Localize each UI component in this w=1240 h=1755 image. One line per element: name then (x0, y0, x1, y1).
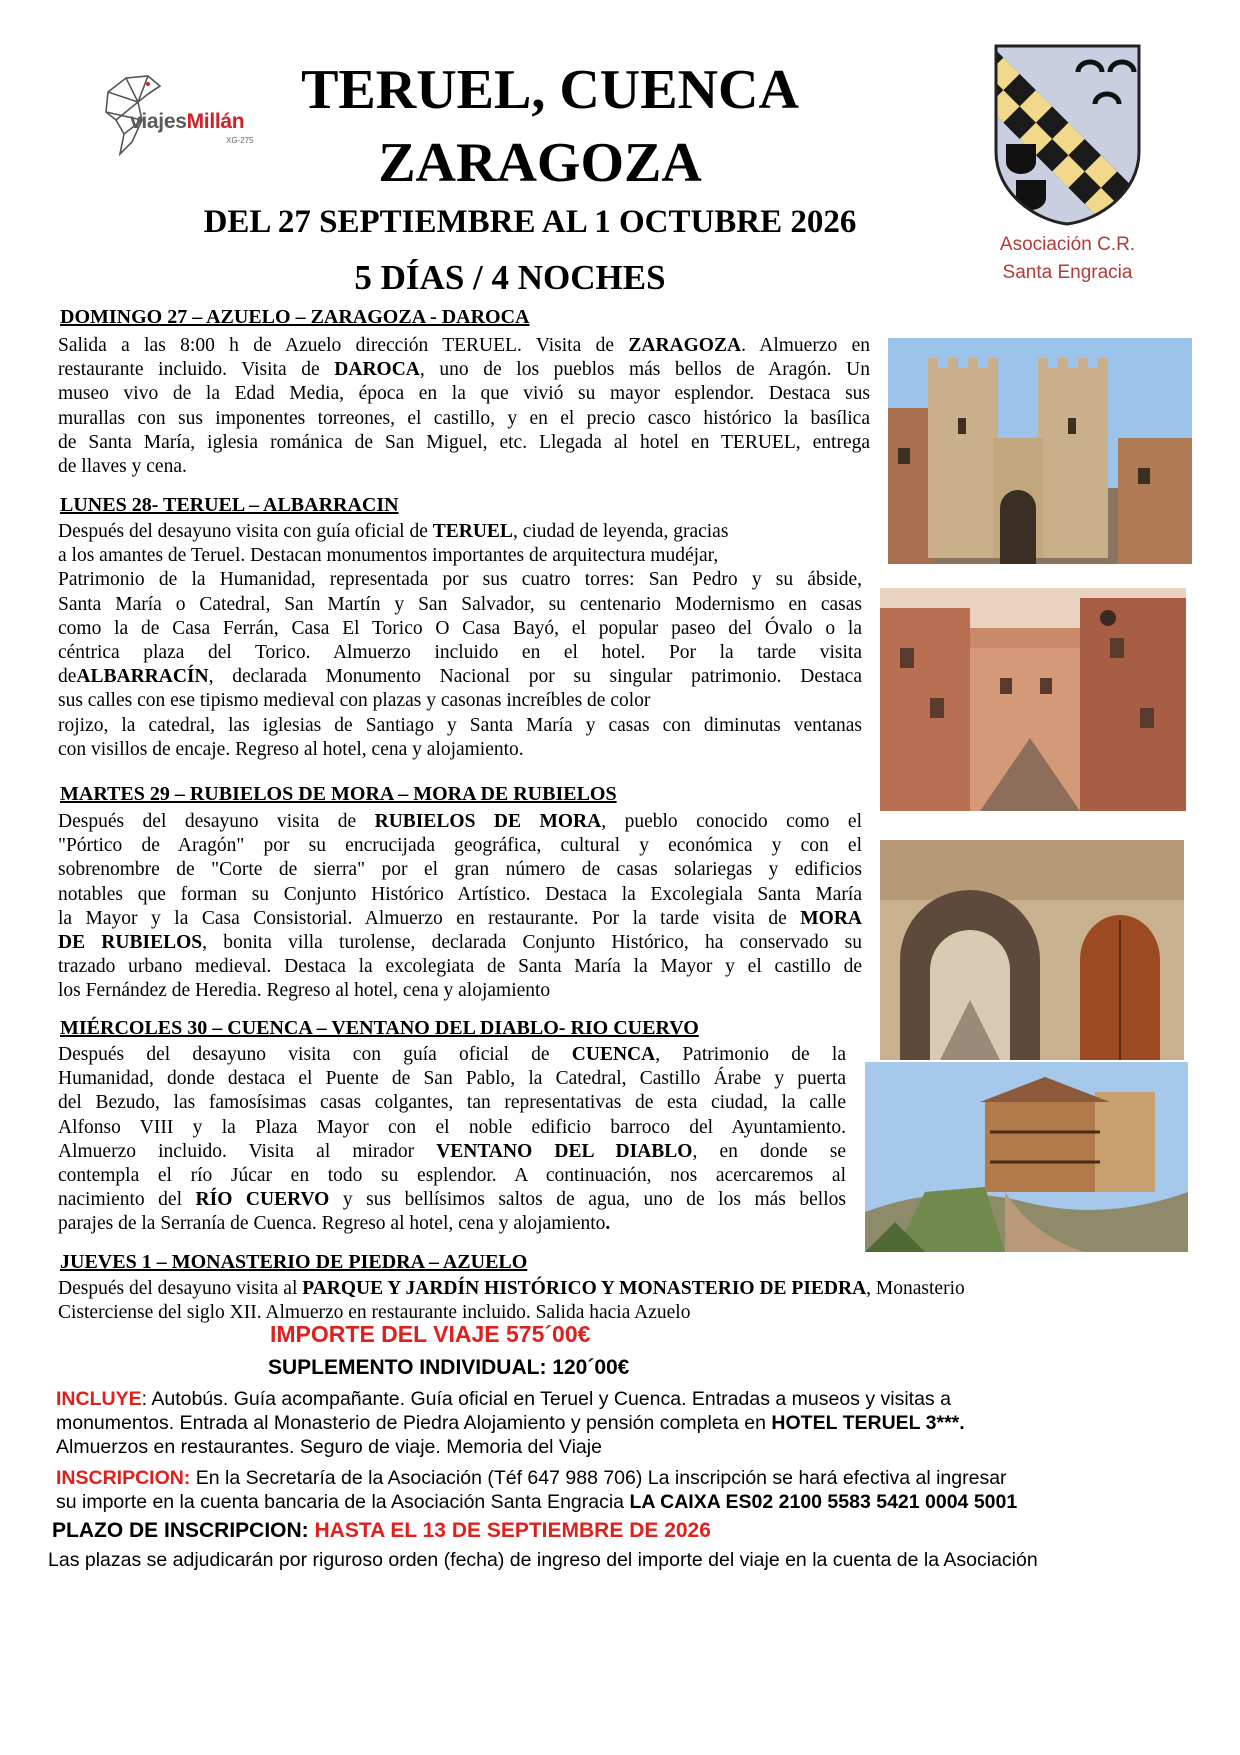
registration-section: INSCRIPCION: En la Secretaría de la Asociación (Téf 647 988 706) La inscripción se hará efectiva al ingresar su importe en la cuenta bancaria de la Asociación Santa Engracia LA CAIXA ES02 2100 5583 5421 0004 5001 (56, 1467, 1018, 1513)
day-4-text (58, 1043, 846, 1237)
day-4-heading: MIÉRCOLES 30 – CUENCA – VENTANO DEL DIABLO- RIO CUERVO (60, 1017, 699, 1039)
day-3-line: notables que forman su Conjunto Histórico Artístico. Destaca la Excolegiala Santa María (58, 883, 862, 905)
day-2-line: sus calles con ese tipismo medieval con plazas y casonas increíbles de color (58, 690, 651, 712)
includes-section: INCLUYE: Autobús. Guía acompañante. Guía oficial en Teruel y Cuenca. Entradas a museos y visitas a monumentos. Entrada al Monasterio de Piedra Alojamiento y pensión completa en HOTEL TERUEL 3***. Almuerzos en restaurantes. Seguro de viaje. Memoria del Viaje (56, 1388, 965, 1458)
day-3-line: los Fernández de Heredia. Regreso al hotel, cena y alojamiento (58, 980, 551, 1002)
day-2-line: deALBARRACÍN, declarada Monumento Nacional por su singular patrimonio. Destaca (58, 666, 862, 688)
allocation-note: Las plazas se adjudicarán por riguroso orden (fecha) de ingreso del importe del viaje en la cuenta de la Asociación (48, 1549, 1038, 1571)
day-3-heading: MARTES 29 – RUBIELOS DE MORA – MORA DE RUBIELOS (60, 783, 617, 805)
cuenca-photo (865, 1062, 1188, 1252)
logo-brand: viajesMillán (130, 110, 245, 133)
day-4-line: parajes de la Serranía de Cuenca. Regreso al hotel, cena y alojamiento. (58, 1213, 611, 1235)
rubielos-photo (880, 840, 1184, 1060)
day-5-text (58, 1277, 1168, 1325)
day-3-line: "Pórtico de Aragón" por su encrucijada geográfica, cultural y económica y con el (58, 835, 862, 857)
day-4-line: Almuerzo incluido. Visita al mirador VENTANO DEL DIABLO, en donde se (58, 1140, 846, 1162)
viajes-millan-logo (98, 72, 258, 157)
title-line-2: ZARAGOZA (378, 132, 702, 194)
day-1-line: restaurante incluido. Visita de DAROCA, uno de los pueblos más bellos de Aragón. Un (58, 359, 870, 381)
day-2-line: Después del desayuno visita con guía oficial de TERUEL, ciudad de leyenda, gracias (58, 521, 729, 542)
day-4-line: Después del desayuno visita con guía oficial de CUENCA, Patrimonio de la (58, 1044, 846, 1065)
trip-duration: 5 DÍAS / 4 NOCHES (354, 258, 666, 297)
day-2-line: céntrica plaza del Torico. Almuerzo incluido en el hotel. Por la tarde visita (58, 642, 862, 664)
association-name-line-1: Asociación C.R. (999, 234, 1136, 255)
day-2-line: rojizo, la catedral, las iglesias de Santiago y Santa María y casas con diminutas ventanas (58, 714, 862, 736)
day-5-line: Después del desayuno visita al PARQUE Y JARDÍN HISTÓRICO Y MONASTERIO DE PIEDRA, Monasterio (58, 1278, 965, 1299)
logo-code: XG-275 (226, 136, 254, 145)
day-1-text (58, 334, 870, 479)
trip-dates: DEL 27 SEPTIEMBRE AL 1 OCTUBRE 2026 (203, 204, 857, 240)
day-1-line: murallas con sus imponentes torreones, el castillo, y en el precio casco histórico la basílica (58, 407, 870, 429)
day-1-line: de llaves y cena. (58, 456, 187, 478)
day-2-line: con visillos de encaje. Regreso al hotel, cena y alojamiento. (58, 738, 524, 760)
day-1-line: de Santa María, iglesia románica de San Miguel, etc. Llegada al hotel en TERUEL, entrega (58, 431, 870, 453)
association-name-line-2: Santa Engracia (1002, 262, 1133, 283)
includes-label: INCLUYE (56, 1388, 142, 1410)
day-3-text (58, 810, 862, 1004)
day-3-line: sobrenombre de "Corte de sierra" por el gran número de casas solariegas y edificios (58, 859, 862, 881)
day-1-line: Salida a las 8:00 h de Azuelo dirección TERUEL. Visita de ZARAGOZA. Almuerzo en (58, 335, 870, 356)
day-2-heading: LUNES 28- TERUEL – ALBARRACIN (60, 494, 399, 516)
single-supplement: SUPLEMENTO INDIVIDUAL: 120´00€ (268, 1356, 630, 1379)
day-1-line: museo vivo de la Edad Media, época en la que vivió su mayor esplendor. Destaca sus (58, 383, 870, 405)
trip-price: IMPORTE DEL VIAJE 575´00€ (270, 1321, 591, 1347)
registration-deadline: PLAZO DE INSCRIPCION: HASTA EL 13 DE SEPTIEMBRE DE 2026 (52, 1519, 711, 1542)
day-4-line: contempla el río Júcar en todo su esplendor. A continuación, nos acercaremos al (58, 1165, 846, 1187)
albarracin-photo (880, 588, 1186, 811)
day-3-line: trazado urbano medieval. Destaca la excolegiata de Santa María la Mayor y el castillo de (58, 956, 862, 978)
day-4-line: nacimiento del RÍO CUERVO y sus bellísimos saltos de agua, uno de los más bellos (58, 1189, 846, 1211)
registration-label: INSCRIPCION: (56, 1467, 191, 1489)
day-4-line: Humanidad, donde destaca el Puente de San Pablo, la Catedral, Castillo Árabe y puerta (58, 1068, 846, 1090)
day-2-line: Patrimonio de la Humanidad, representada por sus cuatro torres: San Pedro y su ábside, (58, 569, 862, 591)
day-2-text (58, 520, 862, 762)
day-4-line: del Bezudo, las famosísimas casas colgantes, tan representativas de esta ciudad, la calle (58, 1092, 846, 1114)
association-crest (990, 42, 1145, 227)
daroca-photo (888, 338, 1192, 564)
day-2-line: Santa María o Catedral, San Martín y San Salvador, su centenario Modernismo en casas (58, 593, 862, 615)
day-1-heading: DOMINGO 27 – AZUELO – ZARAGOZA - DAROCA (60, 306, 530, 328)
day-2-line: como la de Casa Ferrán, Casa El Torico O Casa Bayó, el popular paseo del Óvalo o la (58, 617, 862, 639)
day-3-line: la Mayor y la Casa Consistorial. Almuerzo en restaurante. Por la tarde visita de MORA (58, 907, 862, 929)
day-3-line: Después del desayuno visita de RUBIELOS DE MORA, pueblo conocido como el (58, 811, 862, 832)
day-5-heading: JUEVES 1 – MONASTERIO DE PIEDRA – AZUELO (60, 1251, 528, 1273)
day-4-line: Alfonso VIII y la Plaza Mayor con el noble edificio barroco del Ayuntamiento. (58, 1116, 846, 1138)
day-5-line: Cisterciense del siglo XII. Almuerzo en restaurante incluido. Salida hacia Azuelo (58, 1302, 691, 1324)
day-3-line: DE RUBIELOS, bonita villa turolense, declarada Conjunto Histórico, ha conservado su (58, 932, 862, 954)
title-line-1: TERUEL, CUENCA (301, 59, 799, 121)
day-2-line: a los amantes de Teruel. Destacan monumentos importantes de arquitectura mudéjar, (58, 545, 719, 567)
